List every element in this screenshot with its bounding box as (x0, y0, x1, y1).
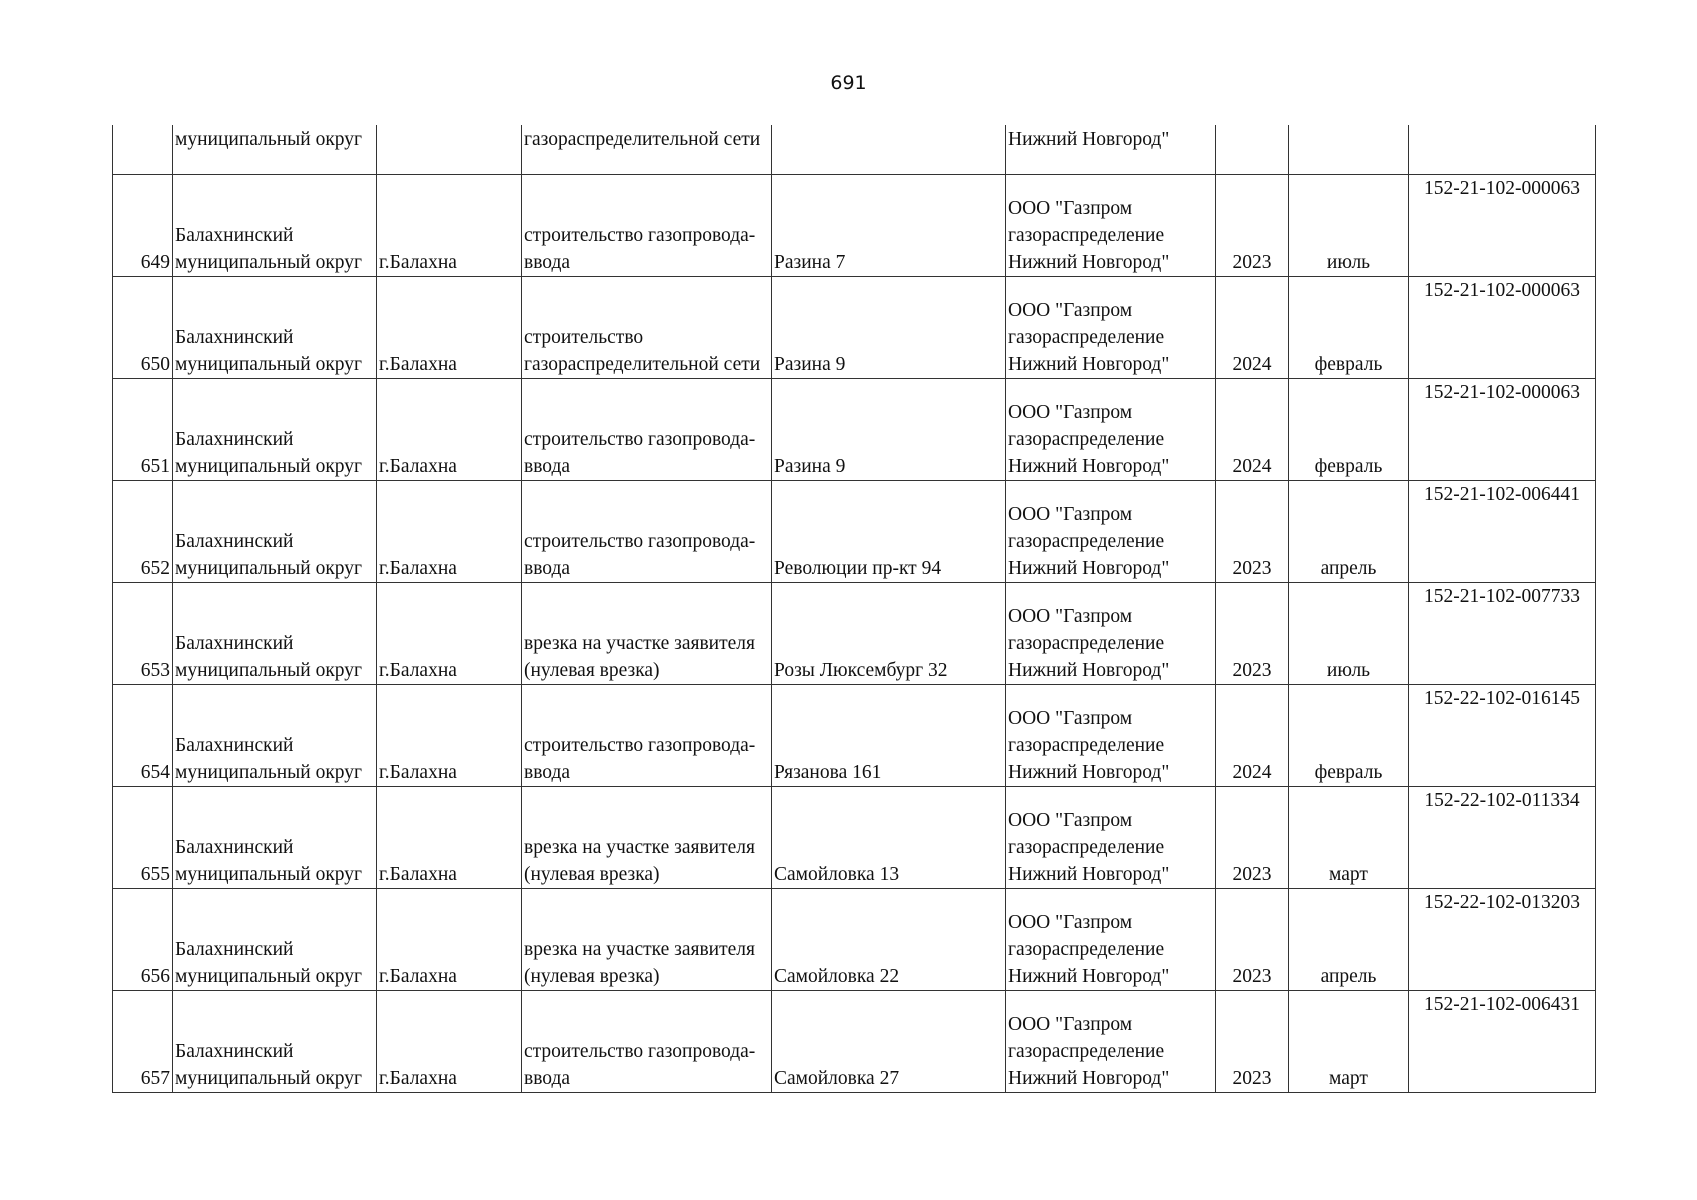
table-row (113, 991, 1596, 1093)
district-line: Балахнинский (175, 939, 294, 960)
work-line: ввода (524, 456, 571, 477)
cell-month: февраль (1289, 379, 1409, 481)
cell-month: февраль (1289, 685, 1409, 787)
cell-town: г.Балахна (377, 685, 522, 787)
cell-num: 649 (113, 175, 173, 277)
org-line: газораспределение (1008, 225, 1165, 246)
cell-num (113, 125, 173, 175)
cell-year (1216, 125, 1289, 175)
cell-month: апрель (1289, 481, 1409, 583)
work-line: строительство газопровода- (524, 225, 756, 246)
cell-org (1006, 889, 1216, 991)
table-row (113, 889, 1596, 991)
district-line: муниципальный округ (175, 762, 363, 783)
cell-district (173, 481, 377, 583)
work-line: газораспределительной сети (524, 354, 761, 375)
cell-org (1006, 125, 1216, 175)
cell-code: 152-21-102-006431 (1409, 991, 1596, 1093)
cell-month: июль (1289, 583, 1409, 685)
org-line: ООО "Газпром (1008, 300, 1133, 321)
work-line: ввода (524, 558, 571, 579)
cell-month (1289, 125, 1409, 175)
cell-work (522, 991, 772, 1093)
cell-district (173, 379, 377, 481)
district-line: муниципальный округ (175, 129, 363, 150)
org-line: газораспределение (1008, 1041, 1165, 1062)
work-line: ввода (524, 762, 571, 783)
cell-org (1006, 787, 1216, 889)
district-line: Балахнинский (175, 633, 294, 654)
cell-org (1006, 379, 1216, 481)
cell-code: 152-22-102-016145 (1409, 685, 1596, 787)
org-line: Нижний Новгород" (1008, 1068, 1170, 1089)
table-row (113, 277, 1596, 379)
work-line: строительство газопровода- (524, 1041, 756, 1062)
cell-year: 2023 (1216, 481, 1289, 583)
cell-org (1006, 685, 1216, 787)
org-line: Нижний Новгород" (1008, 558, 1170, 579)
cell-month: июль (1289, 175, 1409, 277)
district-line: муниципальный округ (175, 660, 363, 681)
table-row-continued (113, 125, 1596, 175)
page-number: 691 (830, 72, 867, 94)
table-row (113, 685, 1596, 787)
district-line: муниципальный округ (175, 252, 363, 273)
work-line: (нулевая врезка) (524, 864, 660, 885)
cell-year: 2023 (1216, 787, 1289, 889)
org-line: Нижний Новгород" (1008, 966, 1170, 987)
district-line: Балахнинский (175, 429, 294, 450)
table-row (113, 175, 1596, 277)
cell-month: март (1289, 991, 1409, 1093)
table-row (113, 583, 1596, 685)
org-line: ООО "Газпром (1008, 402, 1133, 423)
cell-address: Самойловка 13 (772, 787, 1006, 889)
cell-address: Розы Люксембург 32 (772, 583, 1006, 685)
gas-connection-table (112, 125, 1596, 1093)
cell-num: 651 (113, 379, 173, 481)
cell-address (772, 125, 1006, 175)
work-line: строительство газопровода- (524, 531, 756, 552)
district-line: Балахнинский (175, 837, 294, 858)
work-line: врезка на участке заявителя (524, 837, 755, 858)
work-line: газораспределительной сети (524, 129, 761, 150)
cell-work (522, 379, 772, 481)
cell-code: 152-22-102-011334 (1409, 787, 1596, 889)
cell-work (522, 583, 772, 685)
cell-num: 653 (113, 583, 173, 685)
cell-month: апрель (1289, 889, 1409, 991)
cell-year: 2023 (1216, 889, 1289, 991)
work-line: строительство (524, 327, 644, 348)
org-line: Нижний Новгород" (1008, 660, 1170, 681)
cell-month: февраль (1289, 277, 1409, 379)
cell-district (173, 583, 377, 685)
org-line: газораспределение (1008, 531, 1165, 552)
cell-address: Революции пр-кт 94 (772, 481, 1006, 583)
cell-year: 2023 (1216, 175, 1289, 277)
cell-address: Самойловка 27 (772, 991, 1006, 1093)
table-body (113, 125, 1596, 1093)
district-line: муниципальный округ (175, 1068, 363, 1089)
district-line: Балахнинский (175, 1041, 294, 1062)
org-line: Нижний Новгород" (1008, 456, 1170, 477)
cell-address: Разина 9 (772, 379, 1006, 481)
cell-town: г.Балахна (377, 481, 522, 583)
cell-year: 2023 (1216, 583, 1289, 685)
work-line: строительство газопровода- (524, 429, 756, 450)
table-row (113, 481, 1596, 583)
cell-year: 2024 (1216, 379, 1289, 481)
cell-year: 2024 (1216, 277, 1289, 379)
cell-work (522, 175, 772, 277)
cell-work (522, 481, 772, 583)
district-line: Балахнинский (175, 531, 294, 552)
district-line: Балахнинский (175, 735, 294, 756)
cell-district (173, 991, 377, 1093)
cell-num: 656 (113, 889, 173, 991)
cell-address: Рязанова 161 (772, 685, 1006, 787)
org-line: ООО "Газпром (1008, 708, 1133, 729)
work-line: врезка на участке заявителя (524, 633, 755, 654)
org-line: газораспределение (1008, 939, 1165, 960)
cell-code: 152-21-102-000063 (1409, 379, 1596, 481)
cell-district (173, 175, 377, 277)
org-line: газораспределение (1008, 429, 1165, 450)
cell-year: 2024 (1216, 685, 1289, 787)
work-line: (нулевая врезка) (524, 966, 660, 987)
district-line: муниципальный округ (175, 456, 363, 477)
cell-num: 657 (113, 991, 173, 1093)
cell-address: Разина 9 (772, 277, 1006, 379)
cell-org (1006, 583, 1216, 685)
cell-num: 652 (113, 481, 173, 583)
cell-address: Самойловка 22 (772, 889, 1006, 991)
cell-num: 654 (113, 685, 173, 787)
cell-town: г.Балахна (377, 787, 522, 889)
org-line: газораспределение (1008, 633, 1165, 654)
cell-work (522, 125, 772, 175)
cell-district (173, 787, 377, 889)
org-line: ООО "Газпром (1008, 198, 1133, 219)
cell-town: г.Балахна (377, 379, 522, 481)
cell-district (173, 889, 377, 991)
cell-district (173, 277, 377, 379)
table-row (113, 787, 1596, 889)
cell-work (522, 277, 772, 379)
cell-code: 152-21-102-006441 (1409, 481, 1596, 583)
cell-town: г.Балахна (377, 583, 522, 685)
cell-num: 655 (113, 787, 173, 889)
work-line: врезка на участке заявителя (524, 939, 755, 960)
cell-org (1006, 175, 1216, 277)
org-line: Нижний Новгород" (1008, 762, 1170, 783)
work-line: ввода (524, 252, 571, 273)
cell-work (522, 685, 772, 787)
cell-work (522, 889, 772, 991)
org-line: ООО "Газпром (1008, 504, 1133, 525)
district-line: муниципальный округ (175, 354, 363, 375)
district-line: муниципальный округ (175, 558, 363, 579)
cell-town: г.Балахна (377, 175, 522, 277)
org-line: газораспределение (1008, 837, 1165, 858)
cell-code: 152-21-102-000063 (1409, 277, 1596, 379)
district-line: Балахнинский (175, 327, 294, 348)
cell-month: март (1289, 787, 1409, 889)
district-line: муниципальный округ (175, 966, 363, 987)
cell-district (173, 685, 377, 787)
org-line: газораспределение (1008, 735, 1165, 756)
cell-code: 152-22-102-013203 (1409, 889, 1596, 991)
work-line: (нулевая врезка) (524, 660, 660, 681)
cell-district (173, 125, 377, 175)
cell-town: г.Балахна (377, 889, 522, 991)
org-line: газораспределение (1008, 327, 1165, 348)
cell-org (1006, 991, 1216, 1093)
cell-town: г.Балахна (377, 277, 522, 379)
district-line: Балахнинский (175, 225, 294, 246)
cell-town: г.Балахна (377, 991, 522, 1093)
work-line: ввода (524, 1068, 571, 1089)
cell-code (1409, 125, 1596, 175)
org-line: Нижний Новгород" (1008, 252, 1170, 273)
table-row (113, 379, 1596, 481)
cell-town (377, 125, 522, 175)
cell-num: 650 (113, 277, 173, 379)
org-line: ООО "Газпром (1008, 1014, 1133, 1035)
work-line: строительство газопровода- (524, 735, 756, 756)
org-line: Нижний Новгород" (1008, 864, 1170, 885)
org-line: Нижний Новгород" (1008, 129, 1170, 150)
org-line: Нижний Новгород" (1008, 354, 1170, 375)
cell-org (1006, 481, 1216, 583)
cell-work (522, 787, 772, 889)
cell-address: Разина 7 (772, 175, 1006, 277)
org-line: ООО "Газпром (1008, 912, 1133, 933)
org-line: ООО "Газпром (1008, 606, 1133, 627)
district-line: муниципальный округ (175, 864, 363, 885)
cell-code: 152-21-102-007733 (1409, 583, 1596, 685)
cell-org (1006, 277, 1216, 379)
org-line: ООО "Газпром (1008, 810, 1133, 831)
cell-code: 152-21-102-000063 (1409, 175, 1596, 277)
cell-year: 2023 (1216, 991, 1289, 1093)
